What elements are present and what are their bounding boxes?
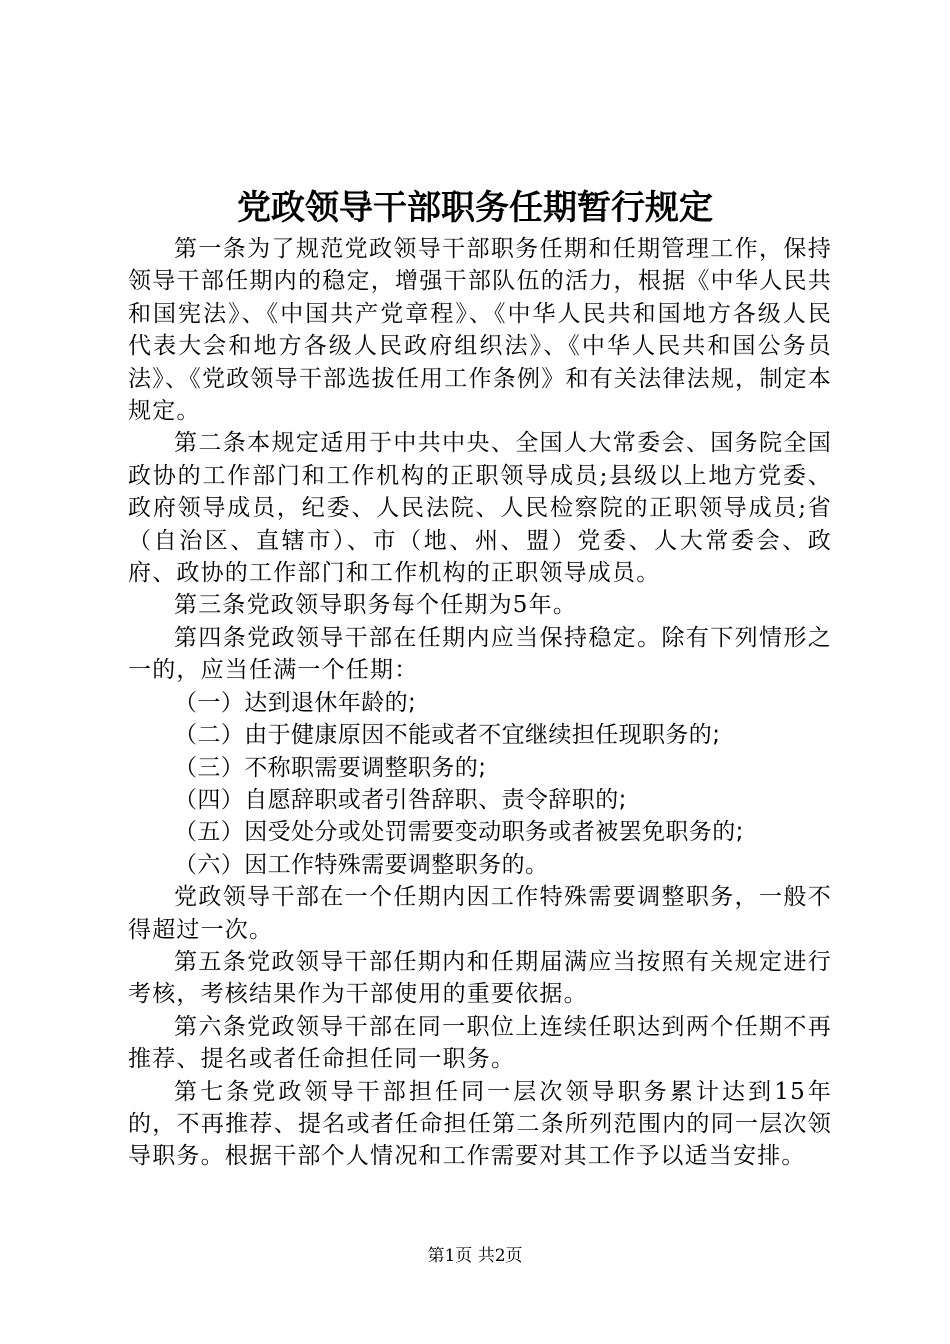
list-item: （三）不称职需要调整职务的;	[174, 754, 487, 781]
article-1: 第一条为了规范党政领导干部职务任期和任期管理工作，保持领导干部任期内的稳定，增强干部队伍的活力，根据《中华人民共和国宪法》、《中国共产党章程》、《中华人民共和国地方各级人民代表大会和地方各级人民政府组织法》、《中华人民共和国公务员法》、《党政领导干部选拔任用工作条例》和有关法律法规，制定本规定。	[128, 236, 832, 425]
document-title: 党政领导干部职务任期暂行规定	[237, 188, 713, 228]
list-item: （一）达到退休年龄的;	[174, 689, 417, 716]
article-4-note: 党政领导干部在一个任期内因工作特殊需要调整职务，一般不得超过一次。	[128, 884, 832, 943]
list-item: （二）由于健康原因不能或者不宜继续担任现职务的;	[174, 722, 721, 749]
list-item: （六）因工作特殊需要调整职务的。	[174, 851, 549, 878]
list-item: （五）因受处分或处罚需要变动职务或者被罢免职务的;	[174, 819, 744, 846]
article-5: 第五条党政领导干部任期内和任期届满应当按照有关规定进行考核，考核结果作为干部使用的重要依据。	[128, 948, 832, 1008]
list-item: （四）自愿辞职或者引咎辞职、责令辞职的;	[174, 786, 627, 813]
article-7: 第七条党政领导干部担任同一层次领导职务累计达到15年的，不再推荐、提名或者任命担任第二条所列范围内的同一层次领导职务。根据干部个人情况和工作需要对其工作予以适当安排。	[128, 1078, 832, 1170]
article-2: 第二条本规定适用于中共中央、全国人大常委会、国务院全国政协的工作部门和工作机构的正职领导成员;县级以上地方党委、政府领导成员，纪委、人民法院、人民检察院的正职领导成员;省（自治区、直辖市）、市（地、州、盟）党委、人大常委会、政府、政协的工作部门和工作机构的正职领导成员。	[128, 430, 832, 587]
page-number: 第1页 共2页	[427, 1246, 523, 1266]
article-4: 第四条党政领导干部在任期内应当保持稳定。除有下列情形之一的，应当任满一个任期：	[128, 624, 832, 684]
article-3: 第三条党政领导职务每个任期为5年。	[174, 592, 578, 619]
document-body	[128, 233, 832, 1173]
article-6: 第六条党政领导干部在同一职位上连续任职达到两个任期不再推荐、提名或者任命担任同一职务。	[128, 1013, 832, 1073]
